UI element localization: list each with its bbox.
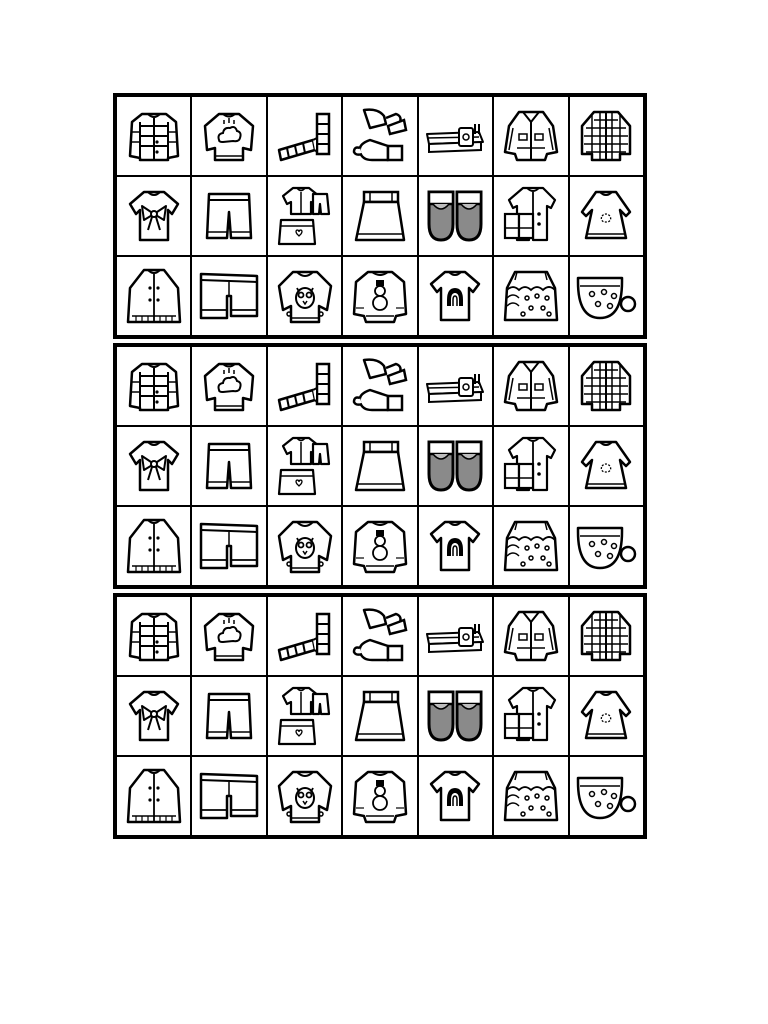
- card-cell: [418, 596, 493, 676]
- sweater-cloud-icon: [197, 604, 261, 668]
- card-cell: [418, 676, 493, 756]
- outfit-set-icon: [273, 434, 337, 498]
- card-cell: [267, 176, 342, 256]
- overalls-icon: [423, 604, 487, 668]
- card-cell: [569, 756, 644, 836]
- dress-icon: [574, 684, 638, 748]
- card-cell: [493, 756, 568, 836]
- winter-hat-icon: [574, 514, 638, 578]
- scarf-icon: [273, 604, 337, 668]
- card-cell: [493, 96, 568, 176]
- card-cell: [191, 176, 266, 256]
- card-cell: [418, 426, 493, 506]
- card-cell: [569, 346, 644, 426]
- card-cell: [191, 506, 266, 586]
- mittens-icon: [348, 354, 412, 418]
- polka-dot-dress-icon: [499, 514, 563, 578]
- card-cell: [493, 176, 568, 256]
- card-cell: [267, 756, 342, 836]
- card-cell: [267, 346, 342, 426]
- card-cell: [191, 256, 266, 336]
- pants-icon: [197, 264, 261, 328]
- card-cell: [569, 256, 644, 336]
- card-block: [113, 93, 647, 339]
- card-cell: [267, 676, 342, 756]
- card-cell: [493, 346, 568, 426]
- card-cell: [342, 756, 417, 836]
- winter-hat-icon: [574, 264, 638, 328]
- card-cell: [493, 676, 568, 756]
- outfit-set-icon: [273, 684, 337, 748]
- card-cell: [191, 426, 266, 506]
- card-cell: [418, 506, 493, 586]
- card-cell: [116, 176, 191, 256]
- card-cell: [569, 506, 644, 586]
- card-cell: [342, 96, 417, 176]
- card-cell: [418, 96, 493, 176]
- card-cell: [418, 756, 493, 836]
- card-cell: [569, 596, 644, 676]
- card-cell: [342, 426, 417, 506]
- shorts-icon: [197, 434, 261, 498]
- card-cell: [191, 676, 266, 756]
- card-block: [113, 343, 647, 589]
- card-cell: [493, 596, 568, 676]
- card-cell: [191, 596, 266, 676]
- card-cell: [569, 176, 644, 256]
- card-cell: [342, 256, 417, 336]
- dress-icon: [574, 434, 638, 498]
- card-cell: [569, 96, 644, 176]
- winter-hat-icon: [574, 764, 638, 828]
- card-cell: [418, 346, 493, 426]
- raincoat-icon: [499, 104, 563, 168]
- puffer-jacket-icon: [122, 354, 186, 418]
- card-cell: [493, 506, 568, 586]
- bow-shirt-icon: [122, 684, 186, 748]
- shorts-icon: [197, 684, 261, 748]
- dress-icon: [574, 184, 638, 248]
- long-coat-icon: [122, 764, 186, 828]
- sweater-cloud-icon: [197, 104, 261, 168]
- card-cell: [191, 756, 266, 836]
- card-cell: [418, 176, 493, 256]
- card-cell: [267, 426, 342, 506]
- mittens-icon: [348, 604, 412, 668]
- card-cell: [267, 596, 342, 676]
- puffer-jacket-icon: [122, 104, 186, 168]
- long-coat-icon: [122, 264, 186, 328]
- card-cell: [342, 176, 417, 256]
- card-cell: [191, 96, 266, 176]
- card-cell: [267, 96, 342, 176]
- owl-sweater-icon: [273, 264, 337, 328]
- card-cell: [342, 596, 417, 676]
- pajamas-icon: [499, 684, 563, 748]
- card-cell: [116, 506, 191, 586]
- raincoat-icon: [499, 354, 563, 418]
- boots-icon: [423, 434, 487, 498]
- scarf-icon: [273, 104, 337, 168]
- mittens-icon: [348, 104, 412, 168]
- polka-dot-dress-icon: [499, 264, 563, 328]
- puffer-jacket-icon: [122, 604, 186, 668]
- skirt-icon: [348, 184, 412, 248]
- scarf-icon: [273, 354, 337, 418]
- card-cell: [342, 506, 417, 586]
- polka-dot-dress-icon: [499, 764, 563, 828]
- card-block: [113, 593, 647, 839]
- skirt-icon: [348, 684, 412, 748]
- card-cell: [493, 426, 568, 506]
- owl-sweater-icon: [273, 514, 337, 578]
- sweater-cloud-icon: [197, 354, 261, 418]
- card-cell: [116, 756, 191, 836]
- shorts-icon: [197, 184, 261, 248]
- snowman-sweater-icon: [348, 264, 412, 328]
- plaid-coat-icon: [574, 604, 638, 668]
- card-cell: [267, 256, 342, 336]
- card-cell: [116, 426, 191, 506]
- skirt-icon: [348, 434, 412, 498]
- card-cell: [116, 676, 191, 756]
- owl-sweater-icon: [273, 764, 337, 828]
- card-cell: [116, 346, 191, 426]
- card-sheet: [113, 93, 647, 840]
- boots-icon: [423, 184, 487, 248]
- pajamas-icon: [499, 434, 563, 498]
- raincoat-icon: [499, 604, 563, 668]
- card-cell: [116, 596, 191, 676]
- overalls-icon: [423, 104, 487, 168]
- outfit-set-icon: [273, 184, 337, 248]
- snowman-sweater-icon: [348, 514, 412, 578]
- pants-icon: [197, 514, 261, 578]
- rainbow-shirt-icon: [423, 514, 487, 578]
- boots-icon: [423, 684, 487, 748]
- bow-shirt-icon: [122, 434, 186, 498]
- card-cell: [418, 256, 493, 336]
- overalls-icon: [423, 354, 487, 418]
- card-cell: [342, 346, 417, 426]
- pants-icon: [197, 764, 261, 828]
- card-cell: [116, 96, 191, 176]
- card-cell: [191, 346, 266, 426]
- card-cell: [342, 676, 417, 756]
- plaid-coat-icon: [574, 354, 638, 418]
- card-cell: [569, 676, 644, 756]
- pajamas-icon: [499, 184, 563, 248]
- card-cell: [493, 256, 568, 336]
- rainbow-shirt-icon: [423, 264, 487, 328]
- card-cell: [267, 506, 342, 586]
- snowman-sweater-icon: [348, 764, 412, 828]
- plaid-coat-icon: [574, 104, 638, 168]
- rainbow-shirt-icon: [423, 764, 487, 828]
- card-cell: [116, 256, 191, 336]
- bow-shirt-icon: [122, 184, 186, 248]
- long-coat-icon: [122, 514, 186, 578]
- card-cell: [569, 426, 644, 506]
